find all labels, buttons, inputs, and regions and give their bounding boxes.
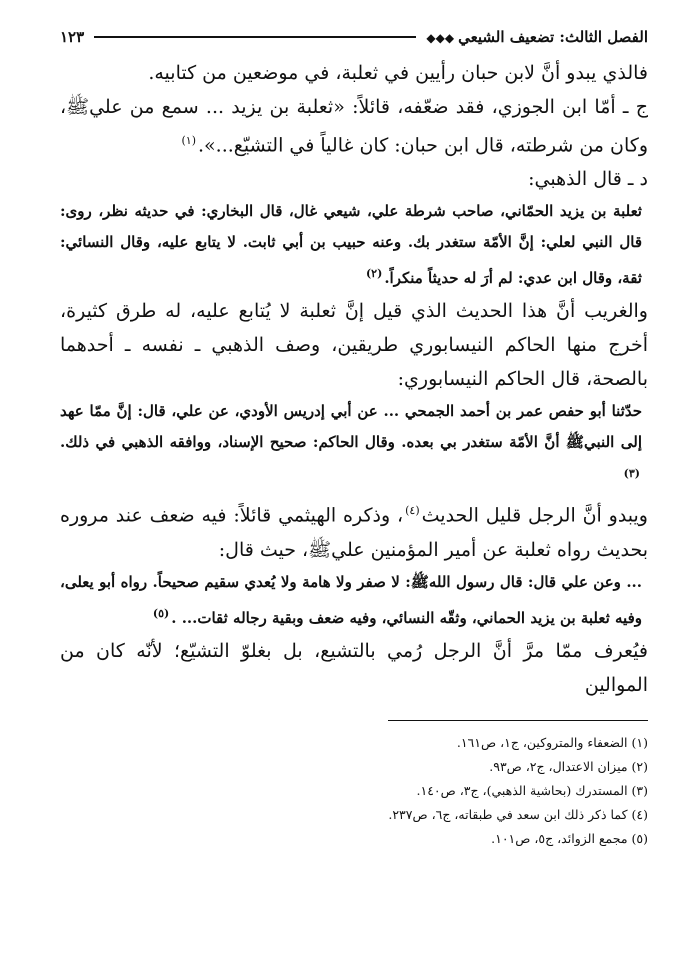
quote-haythami-text: ... وعن علي قال: قال رسول اللهﷺ: لا صفر ولا هامة ولا يُعدي سقيم صحيحاً. رواه أبو يعلى، وفيه ثعلبة بن يزيد الحماني، وثقّه النسائي، وفيه ضعف وبقية رجاله ثقات... .	[60, 572, 642, 627]
paragraph-haythami-text-b: ، وذكره الهيثمي قائلاً: فيه ضعف عند مروره بحديث رواه ثعلبة عن أمير المؤمنين عليﷺ، حيث قال:	[60, 504, 648, 561]
paragraph-ibn-hibban: فالذي يبدو أنَّ لابن حبان رأيين في ثعلبة، في موضعين من كتابيه.	[148, 62, 648, 84]
quote-dhahabi	[60, 196, 648, 294]
page-number: ١٢٣	[60, 28, 85, 46]
footnote-ref-2: (٢)	[365, 267, 383, 281]
paragraph-strange-hadith: والغريب أنَّ هذا الحديث الذي قيل إنَّ ثعلبة لا يُتابع عليه، له طرق كثيرة، أخرج منها الحاكم النيسابوري طريقين، وصف الذهبي ـ نفسه ـ أحدهما بالصحة، قال الحاكم النيسابوري:	[60, 300, 648, 391]
footnote-ref-4: (٤)	[405, 504, 420, 518]
chapter-title	[426, 28, 648, 46]
quote-dhahabi-text: ثعلبة بن يزيد الحمّاني، صاحب شرطة علي، شيعي غال، قال البخاري: في حديثه نظر، روى: قال النبي لعلي: إنَّ الأمّة ستغدر بك. وعنه حبيب بن أبي ثابت. لا يتابع عليه، وقال النسائي: ثقة، وقال ابن عدي: لم أرَ له حديثاً منكراً.	[60, 202, 642, 288]
diamond-ornament-icon: ◆◆◆	[426, 31, 455, 45]
paragraph-ibn-al-jawzi-text: ج ـ أمّا ابن الجوزي، فقد ضعّفه، قائلاً: «ثعلبة بن يزيد ... سمع من عليﷺ، وكان من شرطته، قال ابن حبان: كان غالياً في التشيّع...».	[60, 96, 648, 157]
footnote-item: (٤) كما ذكر ذلك ابن سعد في طبقاته، ج٦، ص٢٣٧.	[388, 806, 648, 822]
footnote-ref-1: (١)	[181, 134, 196, 147]
paragraph-haythami	[60, 494, 648, 566]
footnotes	[60, 731, 648, 851]
chapter-title-text: الفصل الثالث: تضعيف الشيعي	[458, 28, 648, 46]
paragraph-ibn-al-jawzi	[60, 90, 648, 162]
quote-hakim	[60, 396, 648, 494]
footnote-item: (٣) المستدرك (بحاشية الذهبي)، ج٣، ص١٤٠.	[416, 782, 648, 798]
footnote-ref-3: (٣)	[623, 467, 640, 481]
header-rule	[94, 36, 416, 38]
paragraph-conclusion: فيُعرف ممّا مرَّ أنَّ الرجل رُمي بالتشيع، بل بغلوّ التشيّع؛ لأنّه كان من الموالين	[60, 639, 648, 696]
paragraph-dhahabi-heading: د ـ قال الذهبي:	[528, 168, 648, 191]
footnote-item: (٥) مجمع الزوائد، ج٥، ص١٠١.	[491, 830, 648, 846]
running-header	[60, 24, 648, 50]
paragraph-haythami-text-a: ويبدو أنَّ الرجل قليل الحديث	[421, 504, 648, 527]
footnote-item: (٢) ميزان الاعتدال، ج٢، ص٩٣.	[489, 758, 648, 774]
quote-haythami	[60, 567, 648, 634]
quote-hakim-text: حدّثنا أبو حفص عمر بن أحمد الجمحي ... عن أبي إدريس الأودي، عن علي، قال: إنَّ ممّا عهد إلى النبيﷺ أنَّ الأمّة ستغدر بي بعده. وقال الحاكم: صحيح الإسناد، ووافقه الذهبي في ذلك.	[60, 402, 642, 452]
footnote-ref-5: (٥)	[152, 606, 170, 620]
footnote-item: (١) الضعفاء والمتروكين، ج١، ص١٦١.	[456, 734, 648, 750]
footnote-separator	[388, 720, 648, 721]
